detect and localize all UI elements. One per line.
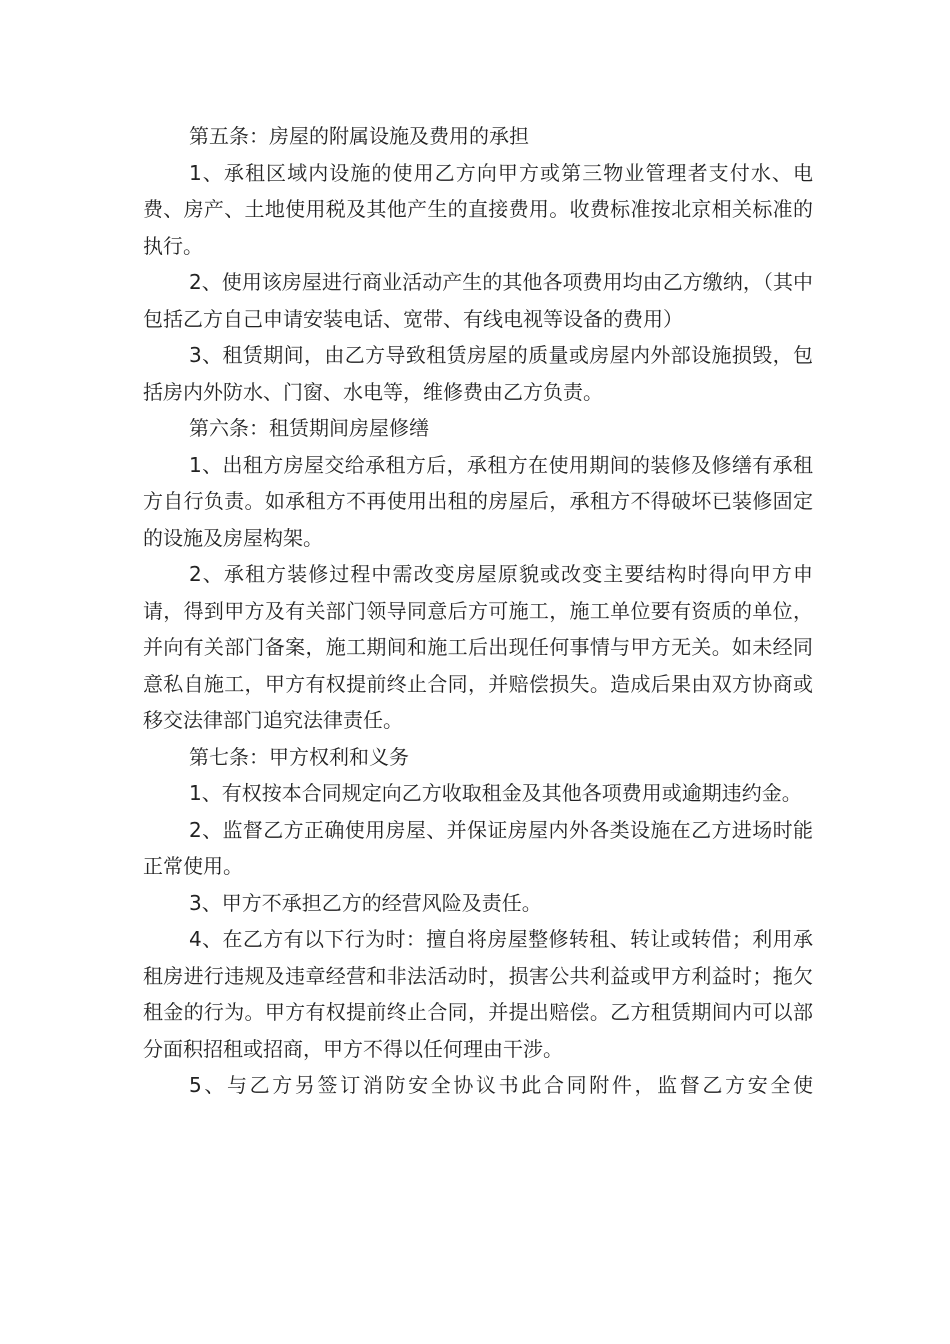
section-heading-6: 第六条：租赁期间房屋修缮 xyxy=(189,416,429,440)
paragraph: 4、在乙方有以下行为时：擅自将房屋整修转租、转让或转借；利用承租房进行违规及违章经营和非法活动时，损害公共利益或甲方利益时；拖欠租金的行为。甲方有权提前终止合同，并提出赔偿。乙方租赁期间内可以部分面积招租或招商，甲方不得以任何理由干涉。 xyxy=(143,927,813,1061)
section-heading-7: 第七条：甲方权利和义务 xyxy=(189,744,409,769)
paragraph: 3、甲方不承担乙方的经营风险及责任。 xyxy=(189,890,542,915)
paragraph: 1、有权按本合同规定向乙方收取租金及其他各项费用或逾期违约金。 xyxy=(189,781,802,805)
paragraph: 2、监督乙方正确使用房屋、并保证房屋内外各类设施在乙方进场时能正常使用。 xyxy=(143,817,813,878)
paragraph-continued: 5、与乙方另签订消防安全协议书此合同附件，监督乙方安全使 xyxy=(189,1073,813,1097)
document-body xyxy=(143,118,813,1104)
paragraph: 2、承租方装修过程中需改变房屋原貌或改变主要结构时得向甲方申请，得到甲方及有关部门领导同意后方可施工，施工单位要有资质的单位，并向有关部门备案，施工期间和施工后出现任何事情与甲方无关。如未经同意私自施工，甲方有权提前终止合同，并赔偿损失。造成后果由双方协商或移交法律部门追究法律责任。 xyxy=(143,562,813,732)
paragraph: 1、承租区域内设施的使用乙方向甲方或第三物业管理者支付水、电费、房产、土地使用税及其他产生的直接费用。收费标准按北京相关标准的执行。 xyxy=(143,160,813,258)
section-heading-5: 第五条：房屋的附属设施及费用的承担 xyxy=(189,124,529,148)
paragraph: 3、租赁期间，由乙方导致租赁房屋的质量或房屋内外部设施损毁，包括房内外防水、门窗、水电等，维修费由乙方负责。 xyxy=(143,343,813,404)
paragraph: 1、出租方房屋交给承租方后，承租方在使用期间的装修及修缮有承租方自行负责。如承租方不再使用出租的房屋后，承租方不得破坏已装修固定的设施及房屋构架。 xyxy=(143,452,813,550)
paragraph: 2、使用该房屋进行商业活动产生的其他各项费用均由乙方缴纳，（其中包括乙方自己申请安装电话、宽带、有线电视等设备的费用） xyxy=(143,270,813,331)
